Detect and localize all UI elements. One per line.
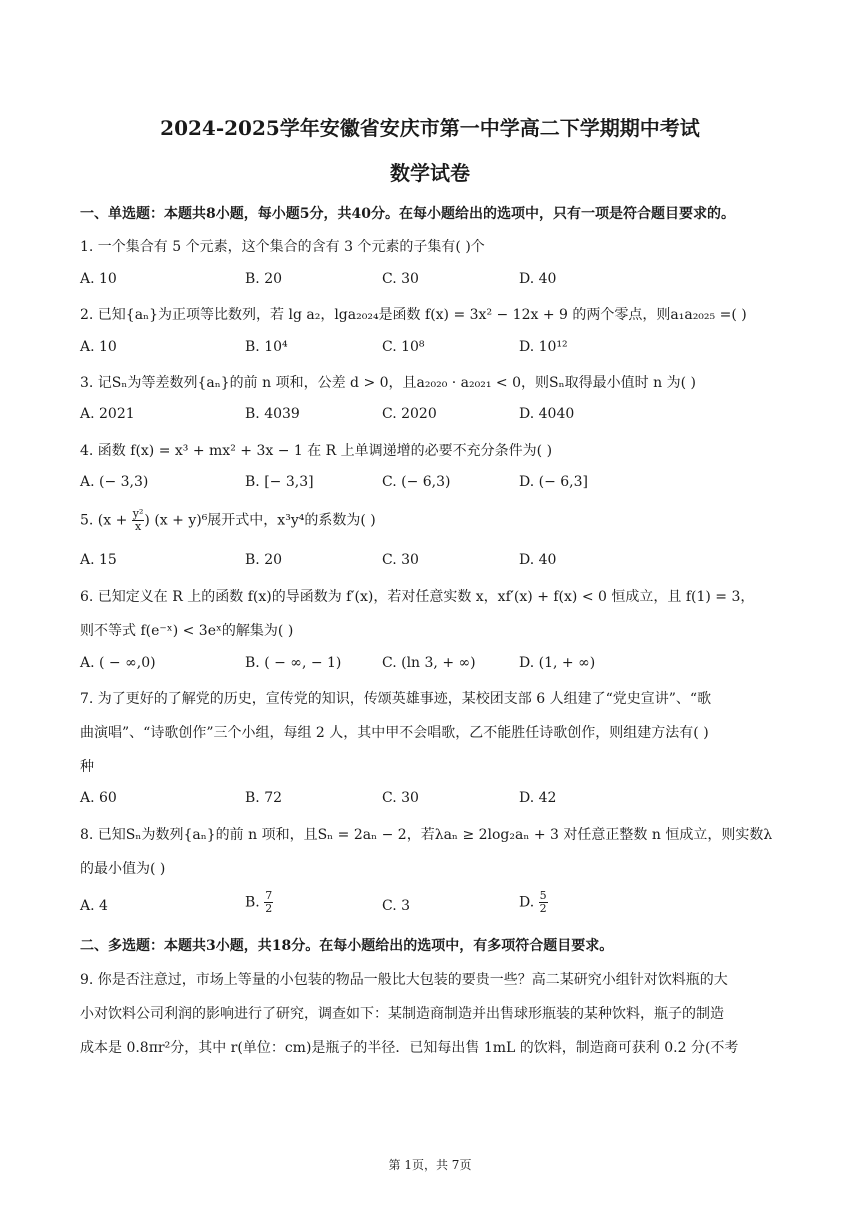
- q5-fraction-denominator: x: [135, 520, 142, 533]
- question-8-line-2: 的最小值为( ): [80, 861, 166, 877]
- q4-option-b: B. [− 3,3]: [245, 474, 314, 490]
- exam-title: 2024-2025学年安徽省安庆市第一中学高二下学期期中考试: [160, 116, 700, 140]
- question-4-text: 4. 函数 f(x) = x³ + mx² + 3x − 1 在 R 上单调递增的必要不充分条件为( ): [80, 443, 553, 459]
- q7-option-d: D. 42: [519, 790, 557, 806]
- question-1-text: 1. 一个集合有 5 个元素，这个集合的含有 3 个元素的子集有( )个: [80, 239, 485, 255]
- q5-option-b: B. 20: [245, 552, 283, 568]
- q6-option-b: B. ( − ∞, − 1): [245, 655, 342, 671]
- section-heading-multiple-choice: 二、多选题：本题共3小题，共18分。在每小题给出的选项中，有多项符合题目要求。: [80, 938, 614, 954]
- q8-option-d-label: D.: [519, 894, 535, 911]
- question-8-line-1: 8. 已知Sₙ为数列{aₙ}的前 n 项和，且Sₙ = 2aₙ − 2，若λaₙ ≥ 2log₂aₙ + 3 对任意正整数 n 恒成立，则实数λ: [80, 827, 773, 843]
- q8-option-d-denominator: 2: [539, 902, 547, 915]
- q8-option-b-numerator: 7: [265, 889, 273, 902]
- q2-option-d: D. 10¹²: [519, 339, 568, 355]
- q1-option-c: C. 30: [382, 271, 419, 287]
- q8-option-c: C. 3: [382, 898, 411, 914]
- q3-option-b: B. 4039: [245, 406, 300, 422]
- q3-option-a: A. 2021: [80, 406, 135, 422]
- q4-option-c: C. (− 6,3): [382, 474, 451, 490]
- question-7-line-2: 曲演唱”、“诗歌创作”三个小组，每组 2 人，其中甲不会唱歌，乙不能胜任诗歌创作，则组建方法有( ): [80, 725, 709, 741]
- q8-option-b: [245, 890, 273, 915]
- q3-option-c: C. 2020: [382, 406, 437, 422]
- q5-fraction: [132, 508, 145, 533]
- q5-option-c: C. 30: [382, 552, 419, 568]
- q5-fraction-numerator: y²: [132, 507, 144, 520]
- q2-option-a: A. 10: [80, 339, 117, 355]
- q6-option-c: C. (ln 3, + ∞): [382, 655, 476, 671]
- exam-subtitle: 数学试卷: [390, 161, 470, 185]
- question-9-line-3: 成本是 0.8πr²分，其中 r(单位：cm)是瓶子的半径．已知每出售 1mL 的饮料，制造商可获利 0.2 分(不考: [80, 1040, 739, 1056]
- q1-option-d: D. 40: [519, 271, 557, 287]
- q5-text-post: ) (x + y)⁶展开式中，x³y⁴的系数为( ): [144, 512, 376, 529]
- question-7-line-1: 7. 为了更好的了解党的历史，宣传党的知识，传颂英雄事迹，某校团支部 6 人组建了“党史宣讲”、“歌: [80, 691, 712, 707]
- question-6-line-2: 则不等式 f(e⁻ˣ) < 3eˣ的解集为( ): [80, 623, 294, 639]
- question-9-line-2: 小对饮料公司利润的影响进行了研究，调查如下：某制造商制造并出售球形瓶装的某种饮料，瓶子的制造: [80, 1006, 724, 1022]
- q5-option-d: D. 40: [519, 552, 557, 568]
- page-footer: 第 1页，共 7页: [388, 1158, 472, 1172]
- q4-option-a: A. (− 3,3): [80, 474, 149, 490]
- question-6-line-1: 6. 已知定义在 R 上的函数 f(x)的导函数为 f′(x)，若对任意实数 x，xf′(x) + f(x) < 0 恒成立，且 f(1) = 3，: [80, 589, 755, 605]
- q5-text-pre: 5. (x +: [80, 512, 132, 529]
- q3-option-d: D. 4040: [519, 406, 575, 422]
- q5-option-a: A. 15: [80, 552, 117, 568]
- question-2-text: 2. 已知{aₙ}为正项等比数列，若 lg a₂，lga₂₀₂₄是函数 f(x) = 3x² − 12x + 9 的两个零点，则a₁a₂₀₂₅ =( ): [80, 307, 747, 323]
- q8-option-d-fraction: [539, 890, 548, 915]
- question-3-text: 3. 记Sₙ为等差数列{aₙ}的前 n 项和，公差 d > 0，且a₂₀₂₀ · a₂₀₂₁ < 0，则Sₙ取得最小值时 n 为( ): [80, 375, 696, 391]
- q1-option-b: B. 20: [245, 271, 283, 287]
- q2-option-b: B. 10⁴: [245, 339, 288, 355]
- q7-option-a: A. 60: [80, 790, 117, 806]
- q8-option-d: [519, 890, 548, 915]
- q8-option-b-fraction: [264, 890, 273, 915]
- q8-option-b-denominator: 2: [265, 902, 273, 915]
- q7-option-c: C. 30: [382, 790, 419, 806]
- q1-option-a: A. 10: [80, 271, 117, 287]
- section-heading-single-choice: 一、单选题：本题共8小题，每小题5分，共40分。在每小题给出的选项中，只有一项是符合题目要求的。: [80, 206, 735, 222]
- question-9-line-1: 9. 你是否注意过，市场上等量的小包装的物品一般比大包装的要贵一些？高二某研究小组针对饮料瓶的大: [80, 972, 728, 988]
- q7-option-b: B. 72: [245, 790, 283, 806]
- q6-option-d: D. (1, + ∞): [519, 655, 596, 671]
- q6-option-a: A. ( − ∞,0): [80, 655, 156, 671]
- q8-option-d-numerator: 5: [539, 889, 547, 902]
- q2-option-c: C. 10⁸: [382, 339, 425, 355]
- q4-option-d: D. (− 6,3]: [519, 474, 588, 490]
- question-7-line-3: 种: [80, 759, 94, 775]
- q8-option-a: A. 4: [80, 898, 108, 914]
- question-5-text: [80, 508, 780, 533]
- q8-option-b-label: B.: [245, 894, 260, 911]
